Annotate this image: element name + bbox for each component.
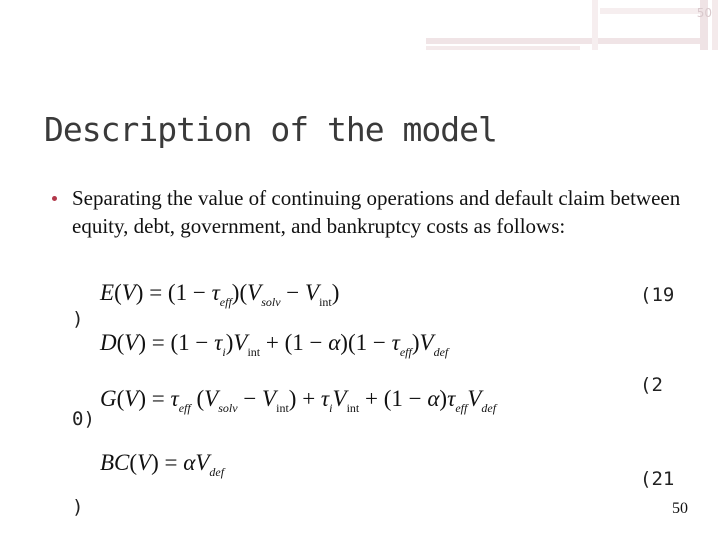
- header-decoration-bar: [426, 38, 706, 44]
- slide-title: Description of the model: [44, 110, 497, 149]
- equation-number-21: (21: [640, 468, 675, 490]
- equation-number-21-close: ): [72, 496, 84, 518]
- equation-number-20-close: 0): [72, 408, 95, 430]
- equation-number-20: (2: [640, 374, 663, 396]
- equation-bankruptcy-costs: $BC(V) = \alpha V_{def}$: [100, 450, 225, 479]
- equation-equity: $E(V) = (1 - \tau_{eff})(V_{solv} - V_{int})$: [100, 280, 340, 309]
- header-decoration-bar: [592, 0, 598, 50]
- slide-number-top: 50: [696, 6, 712, 20]
- equation-debt: $D(V) = (1 - \tau_i)V_{int} + (1 - \alpha)(1 - \tau_{eff})V_{def}$: [100, 330, 449, 359]
- header-decoration-bar: [712, 0, 718, 50]
- bullet-text: Separating the value of continuing operations and default claim between equity, debt, government, and bankruptcy costs as follows:: [72, 186, 681, 238]
- header-decoration-bar: [426, 46, 580, 50]
- bullet-marker: [52, 196, 57, 201]
- equation-government: $G(V) = \tau_{eff}$ $(V_{solv} - V_{int}) + \tau_iV_{int} + (1 - \alpha)\tau_{eff}V_{def}$: [100, 386, 497, 415]
- page-number: 50: [672, 500, 688, 517]
- equation-number-19-close: ): [72, 308, 84, 330]
- equation-number-19: (19: [640, 284, 675, 306]
